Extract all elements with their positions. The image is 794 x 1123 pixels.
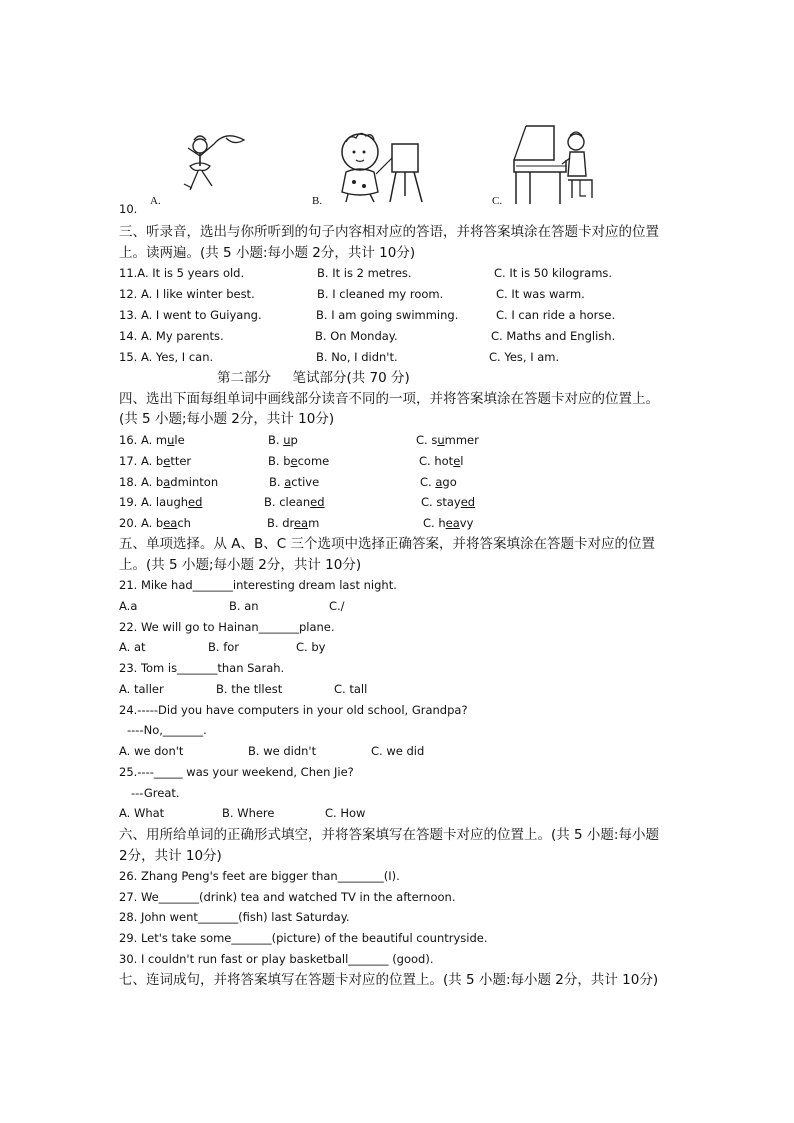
option-a: 17. A. better (119, 454, 192, 468)
question-25-reply: ---Great. (131, 786, 180, 800)
option-b: B. become (268, 454, 330, 468)
option-a: A. taller (119, 682, 164, 696)
child-painting-icon (330, 126, 430, 204)
option-c: C. Maths and English. (491, 329, 616, 343)
option-a: 14. A. My parents. (119, 329, 224, 343)
section-4-title-cont: (共 5 小题;每小题 2分，共计 10分) (119, 411, 335, 427)
question-22: 22. We will go to Hainan_______plane. (119, 620, 335, 634)
option-a: 13. A. I went to Guiyang. (119, 308, 262, 322)
option-a: A.a (119, 599, 138, 613)
question-21: 21. Mike had_______interesting dream last night. (119, 578, 397, 592)
section-3-title: 三、听录音，选出与你所听到的句子内容相对应的答语，并将答案填涂在答题卡对应的位置 (119, 224, 659, 240)
option-c: C. Yes, I am. (489, 350, 560, 364)
question-26: 26. Zhang Peng's feet are bigger than________(I). (119, 869, 400, 883)
option-b: B. I cleaned my room. (317, 287, 444, 301)
option-a: 16. A. mule (119, 433, 185, 447)
option-b: B. cleaned (264, 495, 325, 509)
option-a: 12. A. I like winter best. (119, 287, 255, 301)
option-b: B. I am going swimming. (316, 308, 459, 322)
option-c: C. summer (416, 433, 479, 447)
option-b: B. for (208, 640, 240, 654)
option-a: A. What (119, 806, 165, 820)
option-b: B. Where (222, 806, 275, 820)
question-27: 27. We_______(drink) tea and watched TV in the afternoon. (119, 890, 456, 904)
part-2-heading: 第二部分 笔试部分(共 70 分) (217, 370, 410, 386)
option-a: A. we don't (119, 744, 184, 758)
question-10-number: 10. (119, 202, 138, 216)
option-c: C. I can ride a horse. (496, 308, 616, 322)
section-5-title-cont: 上。(共 5 小题;每小题 2分，共计 10分) (119, 557, 362, 573)
option-c: C. we did (371, 744, 425, 758)
section-4-title: 四、选出下面每组单词中画线部分读音不同的一项，并将答案填涂在答题卡对应的位置上。 (119, 391, 659, 407)
option-c: C. tall (334, 682, 368, 696)
option-c: C. ago (420, 475, 457, 489)
section-6-title: 六、用所给单词的正确形式填空，并将答案填写在答题卡对应的位置上。(共 5 小题:每小题 (119, 827, 659, 843)
option-a: 20. A. beach (119, 516, 191, 530)
section-5-title: 五、单项选择。从 A、B、C 三个选项中选择正确答案，并将答案填涂在答题卡对应的位置 (119, 536, 656, 552)
option-b: B. active (269, 475, 320, 489)
option-b: B. dream (267, 516, 320, 530)
option-c: C. It is 50 kilograms. (494, 266, 613, 280)
option-a: 15. A. Yes, I can. (119, 350, 214, 364)
option-c: C. How (325, 806, 366, 820)
child-playing-piano-icon (510, 124, 602, 206)
option-b: B. It is 2 metres. (317, 266, 412, 280)
option-b: B. the tllest (216, 682, 283, 696)
option-a: 11.A. It is 5 years old. (119, 266, 245, 280)
option-c: C. stayed (421, 495, 476, 509)
question-23: 23. Tom is_______than Sarah. (119, 661, 285, 675)
option-a: 19. A. laughed (119, 495, 203, 509)
option-c: C. It was warm. (496, 287, 585, 301)
option-b: B. an (229, 599, 259, 613)
question-24: 24.-----Did you have computers in your old school, Grandpa? (119, 703, 468, 717)
option-c: C./ (329, 599, 345, 613)
question-28: 28. John went_______(fish) last Saturday. (119, 910, 350, 924)
section-7-title: 七、连词成句，并将答案填写在答题卡对应的位置上。(共 5 小题:每小题 2分，共计 10分) (119, 972, 659, 988)
option-b: B. we didn't (248, 744, 317, 758)
option-b: B. up (268, 433, 298, 447)
option-c-label: C. (492, 195, 503, 207)
option-a: A. at (119, 640, 146, 654)
option-a-label: A. (150, 195, 161, 207)
option-b-label: B. (312, 195, 323, 207)
option-b: B. On Monday. (315, 329, 398, 343)
section-3-title-cont: 上。读两遍。(共 5 小题:每小题 2分，共计 10分) (119, 245, 416, 261)
question-24-reply: ----No,_______. (127, 723, 207, 737)
option-c: C. heavy (423, 516, 474, 530)
ballet-dancer-icon (170, 124, 252, 196)
option-b: B. No, I didn't. (316, 350, 398, 364)
question-30: 30. I couldn't run fast or play basketball_______ (good). (119, 952, 434, 966)
option-a: 18. A. badminton (119, 475, 219, 489)
option-c: C. by (296, 640, 326, 654)
section-6-title-cont: 2分，共计 10分) (119, 848, 222, 864)
question-29: 29. Let's take some_______(picture) of the beautiful countryside. (119, 931, 488, 945)
option-c: C. hotel (419, 454, 464, 468)
question-25: 25.----_____ was your weekend, Chen Jie? (119, 765, 354, 779)
